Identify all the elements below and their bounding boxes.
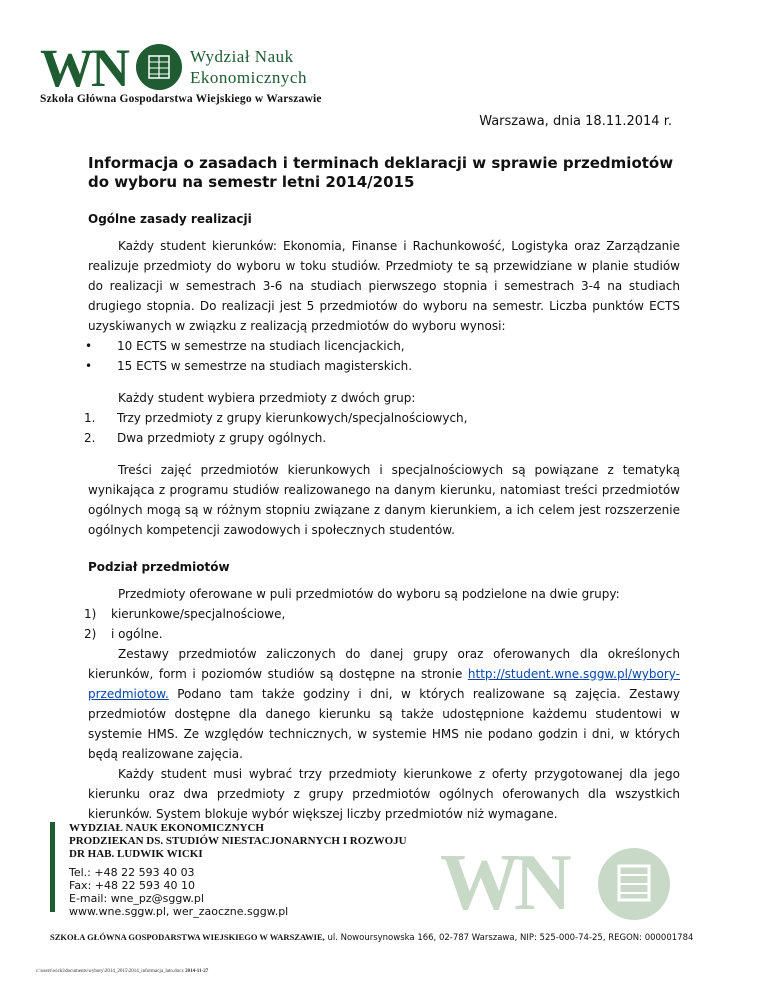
list-number: 2.: [84, 431, 96, 445]
file-date: 2014-11-27: [185, 969, 209, 974]
list-text: Dwa przedmioty z grupy ogólnych.: [117, 431, 327, 445]
groups-list: [84, 408, 680, 448]
list-number: 1.: [84, 411, 96, 425]
logo-subtitle: Szkoła Główna Gospodarstwa Wiejskiego w Warszawie: [40, 93, 322, 105]
paragraph-choice: Każdy student musi wybrać trzy przedmioty kierunkowe z oferty przygotowanej dla jego kierunku oraz dwa przedmioty z grupy przedmiotów ogólnych oferowanych dla wszystkich kierunków. System blokuje wybór większej liczby przedmiotów niż wymagane.: [88, 767, 680, 821]
file-path-text: c:\users\wicki\documents\wybory\2014_2015\2014_informacja_lato.docx: [36, 969, 184, 974]
division-intro: Przedmioty oferowane w puli przedmiotów do wyboru są podzielone na dwie grupy:: [118, 587, 620, 601]
list-text: kierunkowe/specjalnościowe,: [111, 607, 286, 621]
footer-contact: [50, 822, 489, 918]
footer-fax: Fax: +48 22 593 40 10: [69, 879, 195, 892]
paragraph-general: Każdy student kierunków: Ekonomia, Finanse i Rachunkowość, Logistyka oraz Zarządzanie realizuje przedmioty do wyboru w toku studiów. Przedmioty te są przewidziane w planie studiów do realizacji w semestrach 3-6 na studiach pierwszego stopnia i semestrach 3-4 na studiach drugiego stopnia. Do realizacji jest 5 przedmiotów do wyboru na semestr. Liczba punktów ECTS uzyskiwanych w związku z realizacją przedmiotów do wyboru wynosi:: [88, 239, 680, 333]
footer-org-line2: PRODZIEKAN DS. STUDIÓW NIESTACJONARNYCH I ROZWOJU: [69, 835, 407, 847]
list-text: Trzy przedmioty z grupy kierunkowych/specjalnościowych,: [117, 411, 468, 425]
logo-emblem-icon: [136, 44, 182, 90]
footer-address: [50, 932, 693, 943]
footer-www: www.wne.sggw.pl, wer_zaoczne.sggw.pl: [69, 905, 289, 918]
footer-address-details: ul. Nowoursynowska 166, 02-787 Warszawa, NIP: 525-000-74-25, REGON: 000001784: [324, 933, 694, 943]
logo-title-line2: Ekonomicznych: [190, 68, 307, 87]
watermark-mark: WN: [440, 839, 566, 927]
document-title: Informacja o zasadach i terminach deklaracji w sprawie przedmiotów do wyboru na semestr letni 2014/2015: [88, 154, 674, 191]
division-list: [84, 604, 680, 644]
document-body: [84, 154, 680, 824]
list-item: • 10 ECTS w semestrze na studiach licencjackich,: [88, 336, 680, 356]
list-item: [84, 408, 680, 428]
list-text: i ogólne.: [111, 627, 163, 641]
faculty-logo: [40, 40, 360, 110]
footer-org-line1: WYDZIAŁ NAUK EKONOMICZNYCH: [69, 822, 264, 834]
list-number: 1): [84, 607, 97, 621]
footer-email: E-mail: wne_pz@sggw.pl: [69, 892, 204, 905]
paragraph-content: Treści zajęć przedmiotów kierunkowych i specjalnościowych są powiązane z tematyką wynikająca z programu studiów realizowanego na danym kierunku, natomiast treści przedmiotów ogólnych mogą są w różnym stopniu związane z danym kierunkiem, a ich celem jest rozszerzenie ogólnych kompetencji zawodowych i społecznych studentów.: [88, 463, 680, 537]
list-item: [84, 428, 680, 448]
paragraph-sets: [88, 644, 680, 764]
list-item: • 15 ECTS w semestrze na studiach magisterskich.: [88, 356, 680, 376]
logo-title: [190, 46, 307, 88]
watermark-logo: [440, 839, 690, 927]
list-item: [84, 604, 680, 624]
watermark-emblem-icon: [598, 848, 670, 920]
wybory-link[interactable]: http://student.wne.sggw.pl/wybory-przedmiotow.: [88, 667, 680, 701]
footer-org-line3: DR HAB. LUDWIK WICKI: [69, 848, 203, 860]
logo-mark: WN: [40, 38, 127, 98]
groups-intro: Każdy student wybiera przedmioty z dwóch grup:: [118, 391, 416, 405]
logo-title-line1: Wydział Nauk: [190, 47, 294, 66]
file-path: [36, 969, 208, 974]
section-heading-general: Ogólne zasady realizacji: [88, 212, 252, 226]
section-heading-division: Podział przedmiotów: [88, 560, 230, 574]
footer-university: SZKOŁA GŁÓWNA GOSPODARSTWA WIEJSKIEGO W WARSZAWIE,: [50, 932, 325, 942]
paragraph-sets-end: Podano tam także godziny i dni, w których realizowane są zajęcia. Zestawy przedmiotów dostępne dla danego kierunku są także udostępnione każdemu studentowi w systemie HMS. Ze względów technicznych, w systemie HMS nie podano godzin i dni, w których będą realizowane zajęcia.: [88, 687, 680, 761]
list-item: [84, 624, 680, 644]
list-number: 2): [84, 627, 97, 641]
ects-list: [88, 336, 680, 376]
footer-tel: Tel.: +48 22 593 40 03: [69, 866, 195, 879]
date-line: Warszawa, dnia 18.11.2014 r.: [479, 114, 672, 129]
paragraph-sets-start: Zestawy przedmiotów zaliczonych do danej grupy oraz oferowanych dla określonych kierunków, form i poziomów studiów są dostępne na stronie: [88, 647, 680, 681]
